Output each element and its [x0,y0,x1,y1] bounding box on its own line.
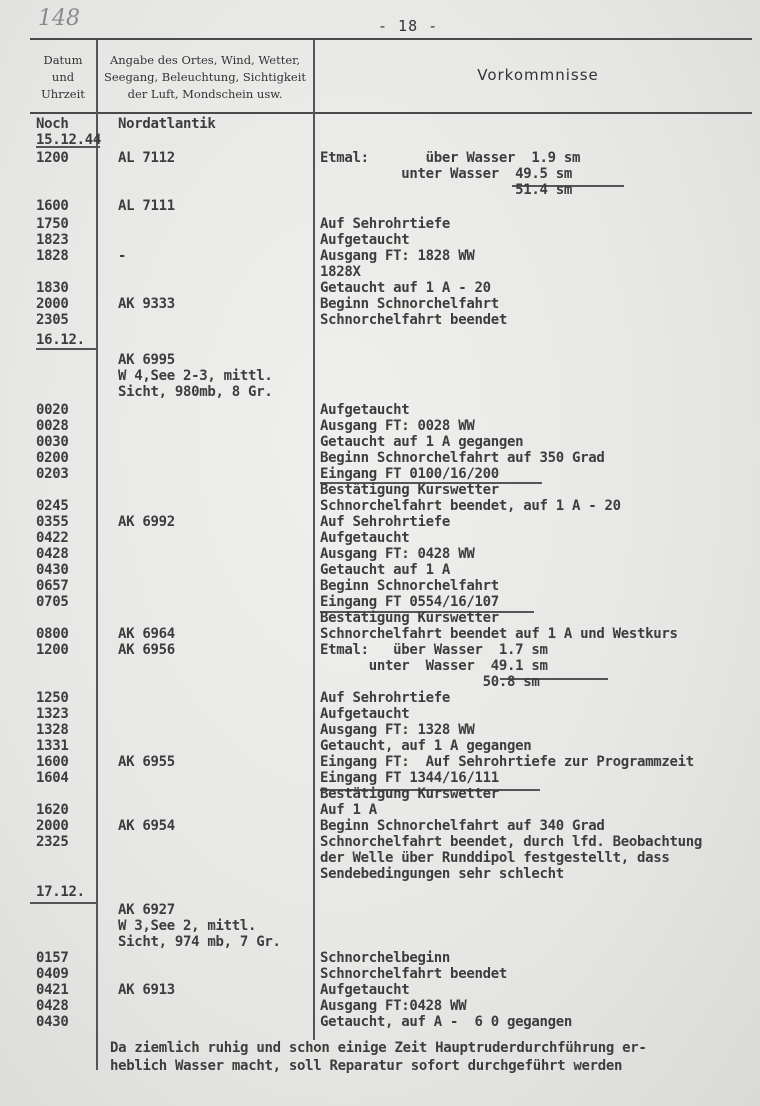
time-cell: 0705 [36,594,69,610]
header-datum-line: Uhrzeit [41,87,85,101]
event-cell: Ausgang FT: 1828 WW [320,248,475,264]
event-cell: Getaucht auf 1 A gegangen [320,434,524,450]
time-cell: 1823 [36,232,69,248]
event-cell: Schnorchelfahrt beendet [320,312,507,328]
event-cell: Getaucht, auf 1 A gegangen [320,738,532,754]
time-cell: 1250 [36,690,69,706]
time-cell: 1750 [36,216,69,232]
time-cell: 0409 [36,966,69,982]
time-cell: 0020 [36,402,69,418]
time-cell: 2000 [36,818,69,834]
place-cell: AK 9333 [118,296,175,312]
header-vorkommnisse: Vorkommnisse [477,66,599,84]
header-bottom-rule [30,112,752,114]
event-cell: Aufgetaucht [320,706,410,722]
time-cell: 0800 [36,626,69,642]
place-cell: AK 6913 [118,982,175,998]
time-cell: 0430 [36,562,69,578]
event-cell: Schnorchelbeginn [320,950,451,966]
handwritten-page-number: 148 [38,6,80,31]
time-cell: 1828 [36,248,69,264]
column-divider-2 [313,40,315,1040]
header-angabe-line: der Luft, Mondschein usw. [127,87,283,101]
place-cell: AK 6992 [118,514,175,530]
event-cell: Getaucht, auf A - 6 0 gegangen [320,1014,572,1030]
event-cell: Eingang FT 0100/16/200 [320,466,499,482]
time-cell: 0355 [36,514,69,530]
event-cell: Ausgang FT: 0028 WW [320,418,475,434]
place-cell: AL 7112 [118,150,175,166]
time-cell: 1200 [36,642,69,658]
event-cell: Auf Sehrohrtiefe [320,690,451,706]
event-cell: Ausgang FT: 1328 WW [320,722,475,738]
time-cell: 1323 [36,706,69,722]
place-cell: - [118,248,127,264]
time-cell: 2305 [36,312,69,328]
place-cell: AK 6964 [118,626,175,642]
footer-line: heblich Wasser macht, soll Reparatur sofort durchgeführt werden [110,1058,623,1074]
time-cell: 17.12. [36,884,85,900]
time-cell: 0203 [36,466,69,482]
header-datum-line: Datum [43,53,83,67]
place-cell: AK 6927 [118,902,175,918]
time-cell: 1328 [36,722,69,738]
event-cell: Aufgetaucht [320,982,410,998]
header-angabe-line: Seegang, Beleuchtung, Sichtigkeit [103,70,307,84]
event-cell: Getaucht auf 1 A [320,562,451,578]
time-cell: 0428 [36,998,69,1014]
time-cell: 1600 [36,754,69,770]
column-divider-1 [96,40,98,1070]
time-cell: 15.12.44 [36,132,102,148]
time-cell: 0200 [36,450,69,466]
event-cell: Bestätigung Kurswetter [320,482,499,498]
event-cell: Sendebedingungen sehr schlecht [320,866,564,882]
event-cell: Beginn Schnorchelfahrt [320,578,499,594]
time-cell: 1604 [36,770,69,786]
time-cell: 0245 [36,498,69,514]
place-cell: W 3,See 2, mittl. [118,918,257,934]
event-cell: Schnorchelfahrt beendet [320,966,507,982]
event-cell: Aufgetaucht [320,530,410,546]
event-cell: Beginn Schnorchelfahrt [320,296,499,312]
time-cell: 16.12. [36,332,85,348]
event-cell: Eingang FT: Auf Sehrohrtiefe zur Programmzeit [320,754,694,770]
date-underline [36,348,96,350]
time-cell: 0428 [36,546,69,562]
event-cell: Schnorchelfahrt beendet, durch lfd. Beobachtung [320,834,703,850]
time-cell: 1620 [36,802,69,818]
time-cell: 0422 [36,530,69,546]
place-cell: AK 6955 [118,754,175,770]
time-cell: 0657 [36,578,69,594]
event-cell: 51.4 sm [320,182,572,198]
page-number: - 18 - [378,17,439,35]
header-angabe-line: Angabe des Ortes, Wind, Wetter, [109,53,301,67]
event-cell: 1828X [320,264,361,280]
time-cell: 2325 [36,834,69,850]
event-cell: Ausgang FT: 0428 WW [320,546,475,562]
event-cell: Etmal: über Wasser 1.7 sm [320,642,548,658]
time-cell: 0421 [36,982,69,998]
place-cell: W 4,See 2-3, mittl. [118,368,273,384]
event-cell: Schnorchelfahrt beendet, auf 1 A - 20 [320,498,621,514]
event-cell: Ausgang FT:0428 WW [320,998,467,1014]
place-cell: Sicht, 980mb, 8 Gr. [118,384,273,400]
event-cell: Etmal: über Wasser 1.9 sm [320,150,581,166]
place-cell: AL 7111 [118,198,175,214]
time-cell: 1830 [36,280,69,296]
place-cell: Sicht, 974 mb, 7 Gr. [118,934,281,950]
event-cell: Getaucht auf 1 A - 20 [320,280,491,296]
event-cell: Auf Sehrohrtiefe [320,514,451,530]
time-cell: 0430 [36,1014,69,1030]
place-cell: AK 6995 [118,352,175,368]
event-cell: Eingang FT 0554/16/107 [320,594,499,610]
place-cell: Nordatlantik [118,116,216,132]
date-underline [30,902,96,904]
place-cell: AK 6954 [118,818,175,834]
event-cell: Beginn Schnorchelfahrt auf 350 Grad [320,450,605,466]
event-cell: Auf Sehrohrtiefe [320,216,451,232]
event-cell: Bestätigung Kurswetter [320,786,499,802]
footer-line: Da ziemlich ruhig und schon einige Zeit Hauptruderdurchführung er- [110,1040,647,1056]
event-cell: der Welle über Runddipol festgestellt, dass [320,850,670,866]
header-angabe [98,52,312,103]
event-cell: unter Wasser 49.1 sm [320,658,548,674]
time-cell: 0030 [36,434,69,450]
event-cell: Aufgetaucht [320,232,410,248]
header-datum [30,52,96,103]
event-cell: Beginn Schnorchelfahrt auf 340 Grad [320,818,605,834]
event-cell: Aufgetaucht [320,402,410,418]
time-cell: Noch [36,116,69,132]
time-cell: 0028 [36,418,69,434]
event-cell: 50.8 sm [320,674,540,690]
event-cell: Bestätigung Kurswetter [320,610,499,626]
time-cell: 1200 [36,150,69,166]
table-top-rule [30,38,752,40]
event-cell: Auf 1 A [320,802,377,818]
header-datum-line: und [51,70,75,84]
time-cell: 2000 [36,296,69,312]
event-cell: unter Wasser 49.5 sm [320,166,572,182]
event-cell: Eingang FT 1344/16/111 [320,770,499,786]
time-cell: 0157 [36,950,69,966]
time-cell: 1331 [36,738,69,754]
place-cell: AK 6956 [118,642,175,658]
event-cell: Schnorchelfahrt beendet auf 1 A und Westkurs [320,626,678,642]
time-cell: 1600 [36,198,69,214]
